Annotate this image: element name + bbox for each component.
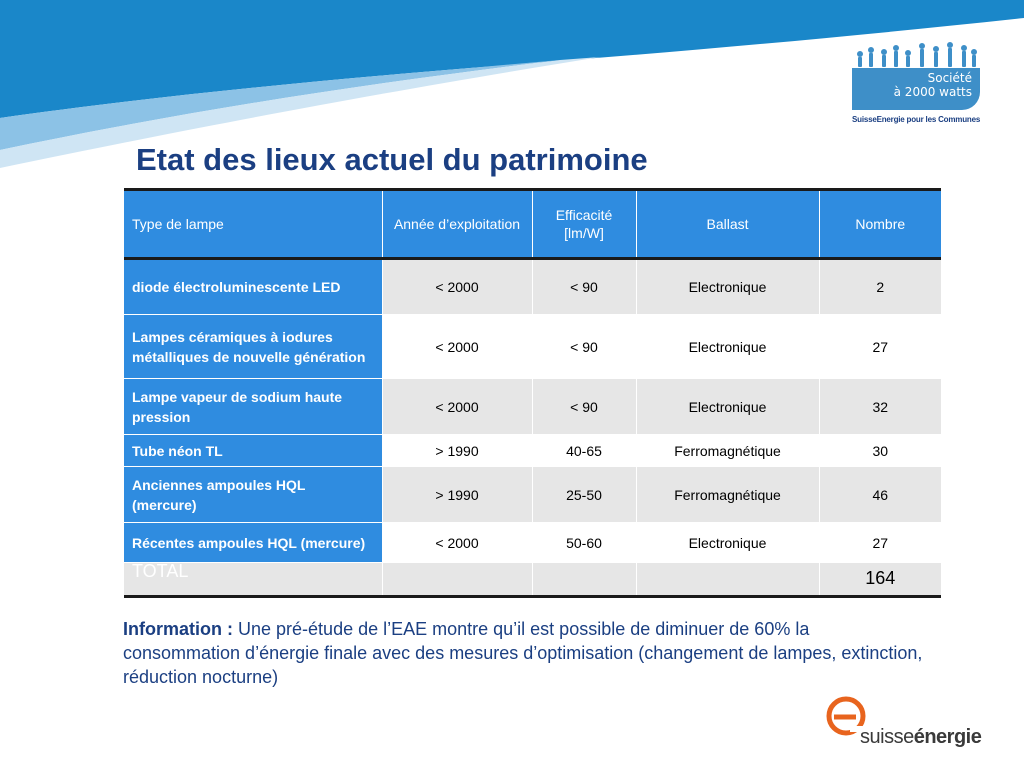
cell-ballast: Electronique xyxy=(636,259,819,315)
cell-annee: < 2000 xyxy=(382,315,532,379)
information-text: Une pré-étude de l’EAE montre qu’il est possible de diminuer de 60% la consommation d’énergie finale avec des mesures d’optimisation (changement de lampes, extinction, réduction nocturne) xyxy=(123,619,923,687)
cell-annee: < 2000 xyxy=(382,523,532,563)
cell-nombre: 27 xyxy=(819,315,941,379)
cell-type: diode électroluminescente LED xyxy=(124,259,382,315)
information-note xyxy=(123,617,923,689)
cell-annee: < 2000 xyxy=(382,259,532,315)
logo-line1: Société xyxy=(927,71,972,85)
total-label: TOTAL xyxy=(124,563,382,597)
header-type: Type de lampe xyxy=(124,190,382,259)
cell-efficacite: < 90 xyxy=(532,315,636,379)
cell-type: Tube néon TL xyxy=(124,435,382,467)
lamp-inventory-table xyxy=(124,188,941,598)
suisse-energie-logo xyxy=(826,696,996,756)
header-annee: Année d’exploitation xyxy=(382,190,532,259)
cell-nombre: 32 xyxy=(819,379,941,435)
logo-badge xyxy=(852,68,980,110)
total-empty-cell xyxy=(532,563,636,597)
cell-efficacite: 50-60 xyxy=(532,523,636,563)
table-row xyxy=(124,467,941,523)
cell-efficacite: 25-50 xyxy=(532,467,636,523)
cell-nombre: 2 xyxy=(819,259,941,315)
societe-2000-watts-logo xyxy=(848,40,988,130)
table-row xyxy=(124,315,941,379)
cell-type: Récentes ampoules HQL (mercure) xyxy=(124,523,382,563)
table-row xyxy=(124,259,941,315)
cell-ballast: Ferromagnétique xyxy=(636,435,819,467)
logo-subtitle: SuisseEnergie pour les Communes xyxy=(852,115,981,124)
logo-energie: énergie xyxy=(913,726,982,748)
table-row xyxy=(124,435,941,467)
cell-nombre: 30 xyxy=(819,435,941,467)
total-empty-cell xyxy=(636,563,819,597)
cell-type: Anciennes ampoules HQL (mercure) xyxy=(124,467,382,523)
total-empty-cell xyxy=(382,563,532,597)
logo-line2: à 2000 watts xyxy=(893,85,972,99)
header-nombre: Nombre xyxy=(819,190,941,259)
cell-annee: > 1990 xyxy=(382,435,532,467)
total-value: 164 xyxy=(819,563,941,597)
cell-ballast: Electronique xyxy=(636,315,819,379)
cell-efficacite: < 90 xyxy=(532,379,636,435)
page-title: Etat des lieux actuel du patrimoine xyxy=(136,142,648,177)
cell-nombre: 27 xyxy=(819,523,941,563)
cell-type: Lampes céramiques à iodures métalliques de nouvelle génération xyxy=(124,315,382,379)
cell-nombre: 46 xyxy=(819,467,941,523)
cell-ballast: Electronique xyxy=(636,379,819,435)
cell-type: Lampe vapeur de sodium haute pression xyxy=(124,379,382,435)
total-row xyxy=(124,563,941,597)
table-row xyxy=(124,379,941,435)
cell-annee: < 2000 xyxy=(382,379,532,435)
header-ballast: Ballast xyxy=(636,190,819,259)
logo-suisse: suisse xyxy=(860,726,914,748)
cell-efficacite: 40-65 xyxy=(532,435,636,467)
cell-ballast: Electronique xyxy=(636,523,819,563)
table-row xyxy=(124,523,941,563)
information-label: Information : xyxy=(123,619,233,639)
cell-annee: > 1990 xyxy=(382,467,532,523)
cell-ballast: Ferromagnétique xyxy=(636,467,819,523)
cell-efficacite: < 90 xyxy=(532,259,636,315)
table-header-row xyxy=(124,190,941,259)
header-efficacite: Efficacité [lm/W] xyxy=(532,190,636,259)
